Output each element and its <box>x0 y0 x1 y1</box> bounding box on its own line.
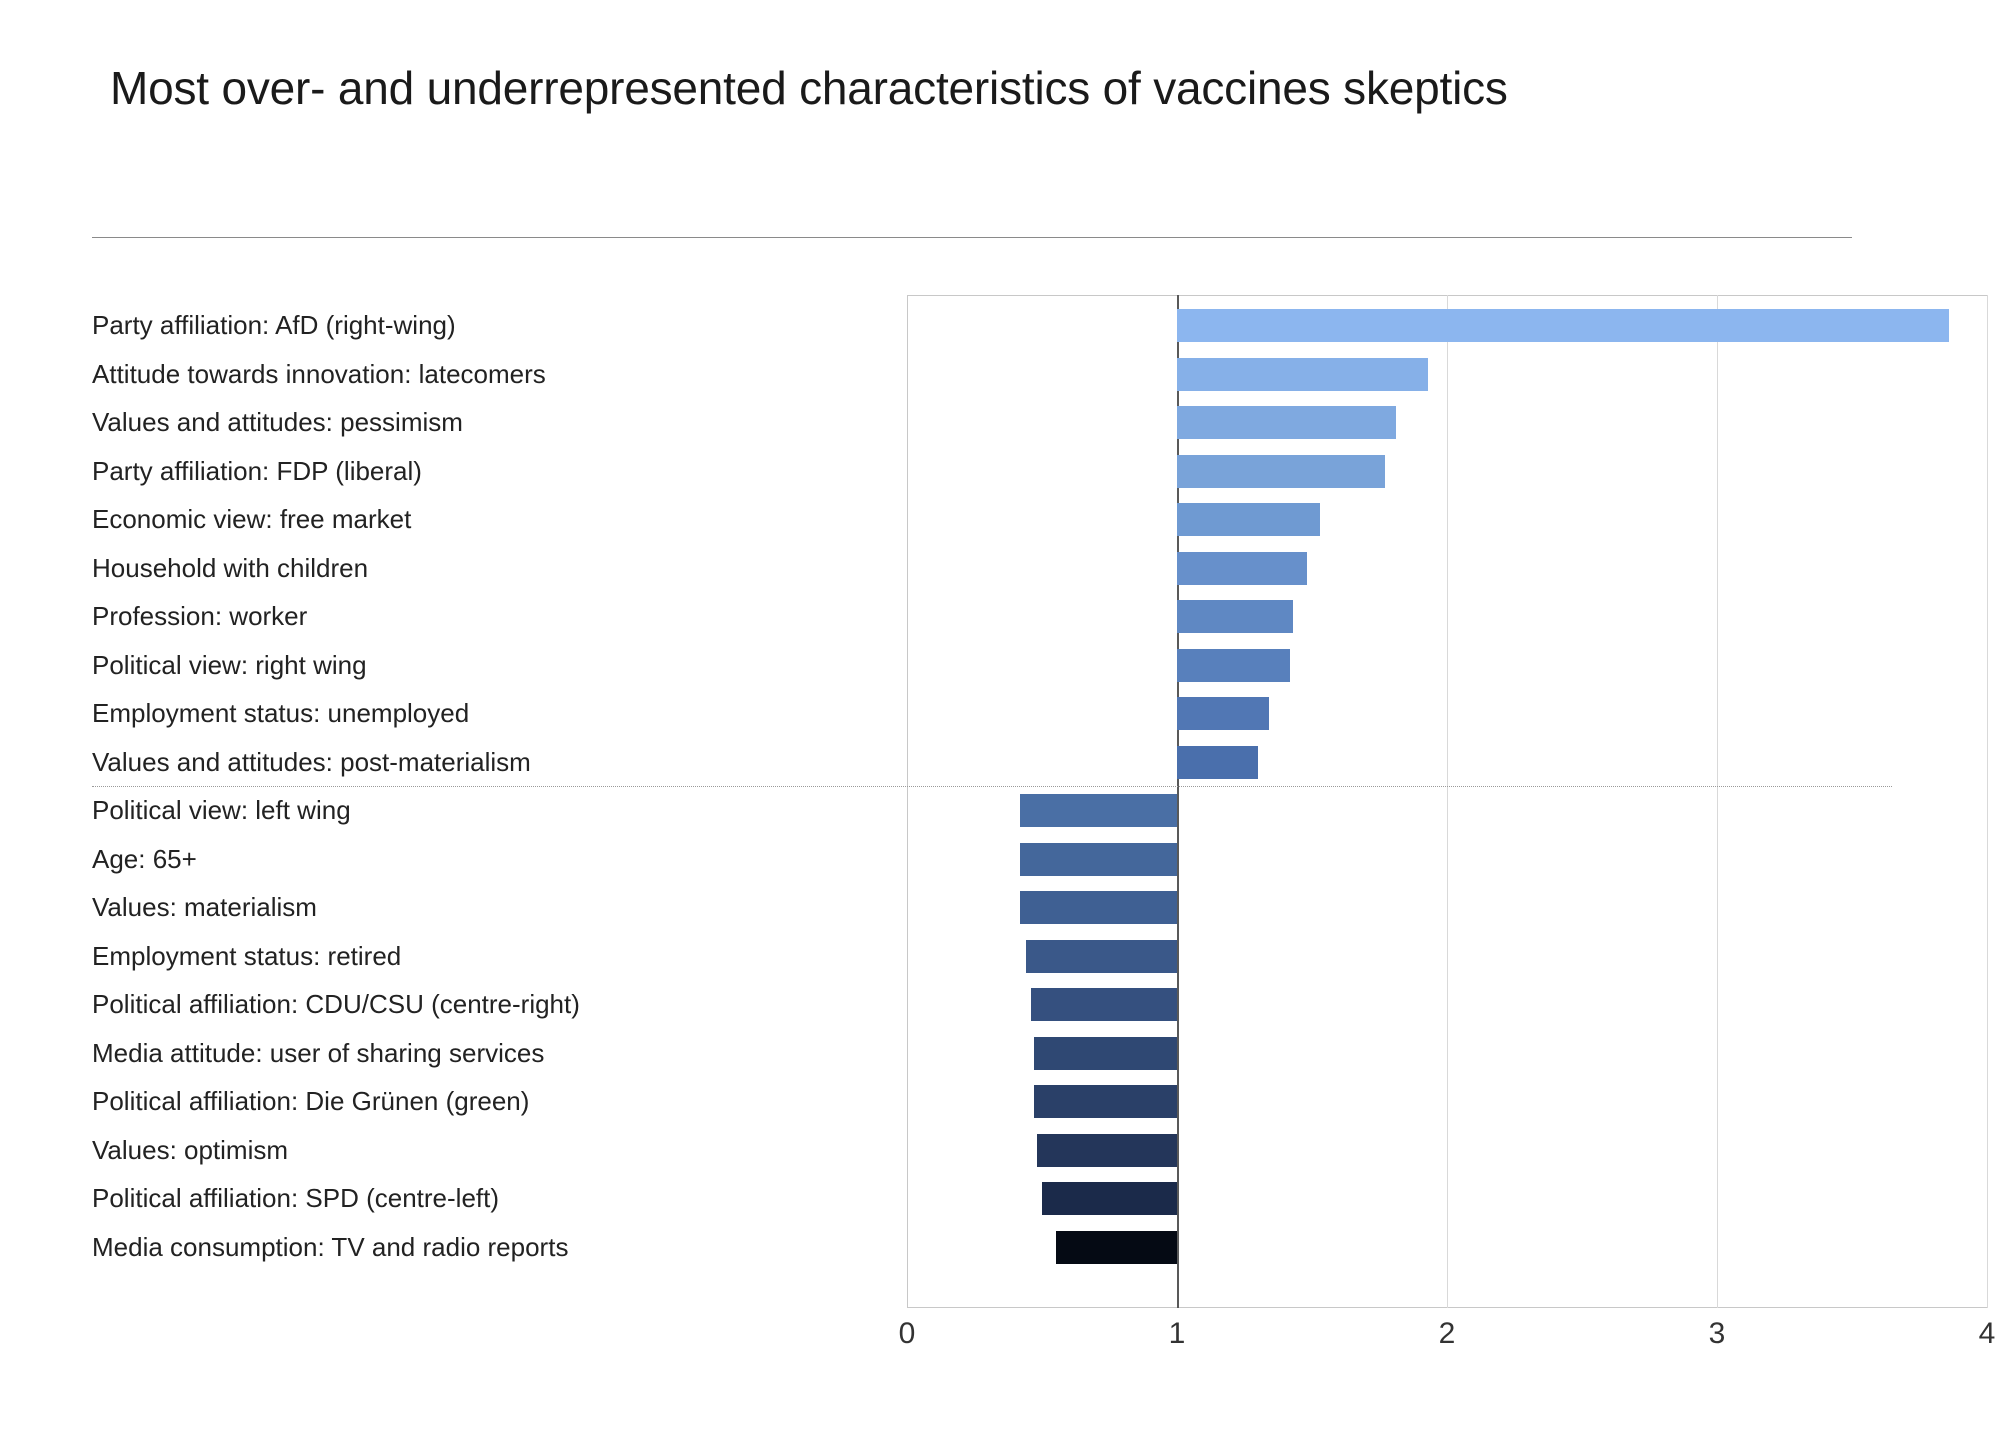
bar-label: Media attitude: user of sharing services <box>92 1037 545 1068</box>
table-row <box>92 689 1892 738</box>
bar <box>1177 600 1293 633</box>
page-title: Most over- and underrepresented characteristics of vaccines skeptics <box>110 62 1508 114</box>
bar <box>1031 988 1177 1021</box>
table-row <box>92 544 1892 593</box>
gridline-4 <box>1987 295 1988 1308</box>
bar-label: Employment status: retired <box>92 940 402 971</box>
title-divider <box>92 237 1852 238</box>
bar-chart <box>92 295 1995 1355</box>
table-row <box>92 641 1892 690</box>
bar <box>1177 455 1385 488</box>
x-tick-label: 0 <box>898 1317 916 1350</box>
bar <box>1177 406 1396 439</box>
table-row <box>92 786 1892 835</box>
x-tick-label: 2 <box>1438 1317 1456 1350</box>
bar <box>1177 503 1320 536</box>
x-tick-label: 1 <box>1168 1317 1186 1350</box>
table-row <box>92 592 1892 641</box>
table-row <box>92 447 1892 496</box>
bar <box>1056 1231 1178 1264</box>
bar-label: Values: materialism <box>92 892 317 922</box>
bar-label: Political affiliation: Die Grünen (green) <box>92 1086 530 1116</box>
bar-label: Values and attitudes: pessimism <box>92 407 463 437</box>
bar-label: Party affiliation: FDP (liberal) <box>92 455 422 486</box>
bar-label: Household with children <box>92 552 369 583</box>
bar-label: Values and attitudes: post-materialism <box>92 746 531 777</box>
table-row <box>92 738 1892 787</box>
bar <box>1020 794 1177 827</box>
bar <box>1020 843 1177 876</box>
table-row <box>92 835 1892 884</box>
bar <box>1177 746 1258 779</box>
bar-label: Media consumption: TV and radio reports <box>92 1231 569 1262</box>
table-row <box>92 350 1892 399</box>
table-row <box>92 883 1892 932</box>
bar-label: Political view: right wing <box>92 649 367 680</box>
bar <box>1026 940 1177 973</box>
bar <box>1042 1182 1177 1215</box>
table-row <box>92 495 1892 544</box>
table-row <box>92 980 1892 1029</box>
table-row <box>92 1029 1892 1078</box>
bar <box>1177 358 1428 391</box>
bar-label: Political view: left wing <box>92 795 351 825</box>
table-row <box>92 301 1892 350</box>
bar-label: Profession: worker <box>92 601 308 631</box>
bar <box>1177 309 1949 342</box>
x-tick-label: 3 <box>1708 1317 1726 1350</box>
bar-label: Political affiliation: SPD (centre-left) <box>92 1183 500 1213</box>
bar <box>1020 891 1177 924</box>
table-row <box>92 1126 1892 1175</box>
bar-label: Values: optimism <box>92 1134 289 1165</box>
table-row <box>92 1223 1892 1272</box>
bar-label: Economic view: free market <box>92 504 412 534</box>
bar-label: Employment status: unemployed <box>92 698 470 728</box>
bar <box>1037 1134 1177 1167</box>
bar-label: Party affiliation: AfD (right-wing) <box>92 310 456 340</box>
bar <box>1177 649 1290 682</box>
table-row <box>92 1077 1892 1126</box>
bar <box>1177 552 1307 585</box>
bar-label: Age: 65+ <box>92 843 197 874</box>
bar <box>1034 1085 1177 1118</box>
bar-label: Political affiliation: CDU/CSU (centre-right) <box>92 989 580 1019</box>
table-row <box>92 398 1892 447</box>
bar-label: Attitude towards innovation: latecomers <box>92 358 546 389</box>
x-tick-label: 4 <box>1978 1317 1995 1350</box>
table-row <box>92 1174 1892 1223</box>
bar <box>1177 697 1269 730</box>
bar <box>1034 1037 1177 1070</box>
table-row <box>92 932 1892 981</box>
